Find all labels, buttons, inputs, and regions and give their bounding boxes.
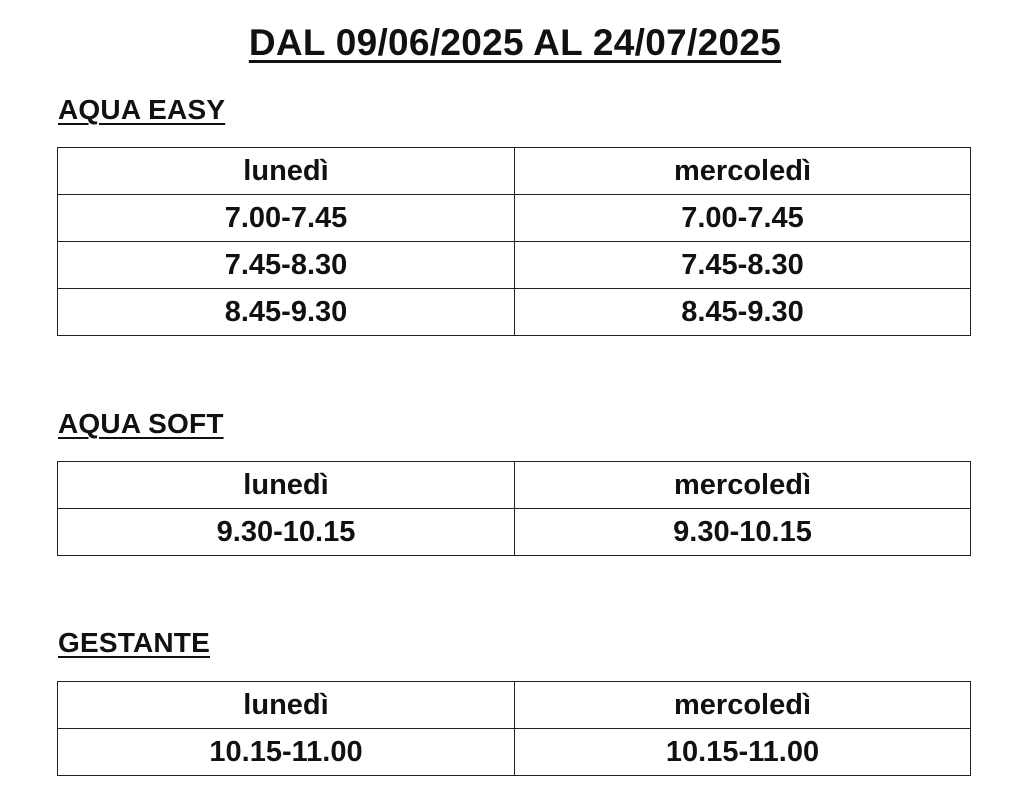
schedule-table-gestante <box>57 681 971 776</box>
table-row <box>58 509 971 556</box>
section-title-gestante: GESTANTE <box>58 627 210 658</box>
header-cell-monday: lunedì <box>58 682 515 729</box>
table-row <box>58 729 971 776</box>
table-row <box>58 242 971 289</box>
section-title-aqua-easy: AQUA EASY <box>58 94 226 125</box>
schedule-table-aqua-soft <box>57 461 971 556</box>
time-cell-wednesday: 8.45-9.30 <box>515 289 971 336</box>
time-cell-monday: 10.15-11.00 <box>58 729 515 776</box>
time-cell-wednesday: 7.00-7.45 <box>515 195 971 242</box>
time-cell-wednesday: 9.30-10.15 <box>515 509 971 556</box>
header-cell-monday: lunedì <box>58 462 515 509</box>
table-row <box>58 289 971 336</box>
time-cell-monday: 7.00-7.45 <box>58 195 515 242</box>
table-header-row <box>58 682 971 729</box>
table-header-row <box>58 462 971 509</box>
header-cell-monday: lunedì <box>58 148 515 195</box>
time-cell-monday: 8.45-9.30 <box>58 289 515 336</box>
table-row <box>58 195 971 242</box>
time-cell-wednesday: 7.45-8.30 <box>515 242 971 289</box>
time-cell-monday: 7.45-8.30 <box>58 242 515 289</box>
header-cell-wednesday: mercoledì <box>515 462 971 509</box>
header-cell-wednesday: mercoledì <box>515 682 971 729</box>
time-cell-monday: 9.30-10.15 <box>58 509 515 556</box>
header-cell-wednesday: mercoledì <box>515 148 971 195</box>
section-title-aqua-soft: AQUA SOFT <box>58 408 224 439</box>
time-cell-wednesday: 10.15-11.00 <box>515 729 971 776</box>
table-header-row <box>58 148 971 195</box>
page-title: DAL 09/06/2025 AL 24/07/2025 <box>248 22 782 63</box>
schedule-table-aqua-easy <box>57 147 971 336</box>
